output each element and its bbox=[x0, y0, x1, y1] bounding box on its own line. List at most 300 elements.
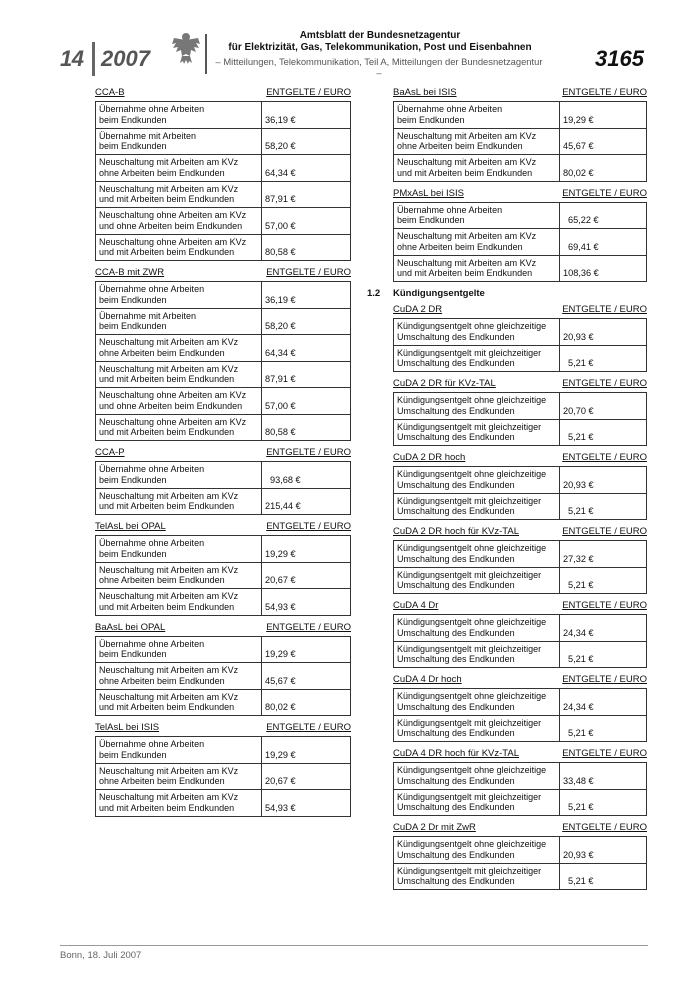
price-value: 27,32 € bbox=[563, 553, 594, 564]
service-description bbox=[96, 489, 262, 515]
fee-table bbox=[393, 836, 647, 890]
description-line: beim Endkunden bbox=[99, 749, 167, 760]
table-row bbox=[96, 488, 350, 515]
description-line: beim Endkunden bbox=[397, 114, 465, 125]
description-line: Kündigungsentgelt ohne gleichzeitige bbox=[397, 395, 547, 405]
section-header bbox=[95, 621, 351, 634]
section-header bbox=[393, 673, 647, 686]
fee-section bbox=[393, 377, 647, 446]
table-row bbox=[394, 863, 646, 890]
fee-table bbox=[95, 736, 351, 817]
description-line: ohne Arbeiten beim Endkunden bbox=[397, 141, 523, 151]
description-line: Neuschaltung mit Arbeiten am KVz bbox=[99, 337, 239, 347]
description-line: und mit Arbeiten beim Endkunden bbox=[397, 268, 533, 278]
description-line: Kündigungsentgelt mit gleichzeitiger bbox=[397, 865, 542, 876]
column-header: ENTGELTE / EURO bbox=[266, 87, 351, 98]
description-line: Kündigungsentgelt mit gleichzeitiger bbox=[397, 791, 542, 802]
description-line: und mit Arbeiten beim Endkunden bbox=[99, 601, 235, 612]
description-line: Kündigungsentgelt mit gleichzeitiger bbox=[397, 495, 542, 506]
price-value: 20,67 € bbox=[265, 776, 296, 786]
service-description bbox=[96, 790, 262, 816]
description-line: ohne Arbeiten beim Endkunden bbox=[99, 575, 225, 585]
description-line: Umschaltung des Endkunden bbox=[397, 358, 515, 368]
price-value: 24,34 € bbox=[563, 701, 594, 712]
price-value: 5,21 € bbox=[568, 358, 594, 368]
table-row bbox=[96, 662, 350, 689]
fee-table bbox=[393, 318, 647, 372]
description-line: Neuschaltung mit Arbeiten am KVz bbox=[99, 792, 239, 802]
table-row bbox=[96, 154, 350, 181]
description-line: beim Endkunden bbox=[99, 294, 167, 305]
fee-table bbox=[95, 101, 351, 261]
table-row bbox=[394, 689, 646, 715]
price-value: 19,29 € bbox=[265, 548, 296, 559]
section-name: CCA-B bbox=[95, 87, 125, 98]
description-line: und mit Arbeiten beim Endkunden bbox=[99, 374, 235, 384]
description-line: Übernahme ohne Arbeiten bbox=[99, 538, 205, 548]
table-row bbox=[96, 308, 350, 335]
price-value: 80,58 € bbox=[265, 427, 296, 437]
description-line: Neuschaltung mit Arbeiten am KVz bbox=[397, 157, 537, 167]
column-header: ENTGELTE / EURO bbox=[266, 722, 351, 733]
section-name: CuDA 4 Dr hoch bbox=[393, 674, 462, 685]
fee-section bbox=[393, 599, 647, 668]
issue-number: 14 bbox=[60, 46, 84, 71]
service-description bbox=[394, 319, 560, 345]
issue-year: 2007 bbox=[101, 46, 150, 71]
service-description bbox=[394, 837, 560, 863]
description-line: und ohne Arbeiten beim Endkunden bbox=[99, 400, 243, 411]
section-header bbox=[393, 187, 647, 200]
table-row bbox=[96, 536, 350, 562]
section-name: BaAsL bei OPAL bbox=[95, 621, 166, 633]
table-row bbox=[394, 541, 646, 567]
description-line: Neuschaltung mit Arbeiten am KVz bbox=[99, 183, 239, 194]
service-description bbox=[394, 203, 560, 229]
table-row bbox=[394, 763, 646, 789]
fee-section bbox=[393, 525, 647, 594]
section-header bbox=[393, 599, 647, 612]
description-line: Übernahme ohne Arbeiten bbox=[99, 638, 205, 649]
fee-section bbox=[393, 187, 647, 283]
section-header bbox=[393, 821, 647, 834]
service-description bbox=[394, 541, 560, 567]
description-line: beim Endkunden bbox=[99, 548, 167, 559]
table-row bbox=[96, 102, 350, 128]
table-row bbox=[394, 128, 646, 155]
description-line: Umschaltung des Endkunden bbox=[397, 802, 515, 812]
price-value: 19,29 € bbox=[265, 749, 296, 760]
table-row bbox=[394, 154, 646, 181]
service-description bbox=[96, 690, 262, 716]
table-row bbox=[96, 414, 350, 441]
description-line: Kündigungsentgelt ohne gleichzeitige bbox=[397, 691, 547, 701]
description-line: Neuschaltung mit Arbeiten am KVz bbox=[99, 665, 239, 675]
price-value: 5,21 € bbox=[568, 876, 594, 886]
description-line: Neuschaltung mit Arbeiten am KVz bbox=[99, 765, 239, 776]
section-header bbox=[95, 721, 351, 734]
service-description bbox=[394, 467, 560, 493]
service-description bbox=[96, 637, 262, 663]
journal-subtitle: – Mitteilungen, Telekommunikation, Teil A, Mitteilungen der Bundesnetzagentur – bbox=[215, 56, 543, 78]
description-line: Übernahme mit Arbeiten bbox=[99, 130, 197, 141]
service-description bbox=[394, 102, 560, 128]
section-header bbox=[95, 266, 351, 279]
description-line: Neuschaltung ohne Arbeiten am KVz bbox=[99, 210, 247, 220]
subsection-title: Kündigungsentgelte bbox=[393, 288, 485, 299]
description-line: Kündigungsentgelt mit gleichzeitiger bbox=[397, 569, 542, 580]
fee-table bbox=[393, 540, 647, 594]
table-row bbox=[96, 387, 350, 414]
description-line: Neuschaltung ohne Arbeiten am KVz bbox=[99, 236, 247, 247]
table-row bbox=[96, 763, 350, 790]
description-line: Umschaltung des Endkunden bbox=[397, 331, 515, 342]
section-name: CuDA 2 DR für KVz-TAL bbox=[393, 378, 496, 389]
issue-divider bbox=[92, 42, 95, 76]
price-value: 5,21 € bbox=[568, 802, 594, 812]
description-line: Neuschaltung mit Arbeiten am KVz bbox=[99, 490, 239, 501]
service-description bbox=[394, 763, 560, 789]
price-value: 80,02 € bbox=[563, 167, 594, 178]
service-description bbox=[96, 102, 262, 128]
service-description bbox=[96, 663, 262, 689]
description-line: Neuschaltung mit Arbeiten am KVz bbox=[397, 231, 537, 241]
description-line: und mit Arbeiten beim Endkunden bbox=[397, 167, 533, 178]
table-row bbox=[96, 637, 350, 663]
journal-title-line2: für Elektrizität, Gas, Telekommunikation, Post und Eisenbahnen bbox=[228, 42, 532, 53]
description-line: Kündigungsentgelt ohne gleichzeitige bbox=[397, 765, 547, 775]
description-line: Umschaltung des Endkunden bbox=[397, 405, 515, 416]
column-header: ENTGELTE / EURO bbox=[562, 187, 647, 199]
header-divider bbox=[205, 34, 207, 74]
fee-table bbox=[393, 614, 647, 668]
description-line: und mit Arbeiten beim Endkunden bbox=[99, 194, 235, 204]
service-description bbox=[394, 494, 560, 520]
service-description bbox=[394, 229, 560, 255]
price-value: 87,91 € bbox=[265, 194, 296, 204]
service-description bbox=[96, 415, 262, 441]
fee-section bbox=[95, 621, 351, 717]
price-value: 20,93 € bbox=[563, 479, 594, 490]
description-line: Umschaltung des Endkunden bbox=[397, 479, 515, 490]
journal-title-line1: Amtsblatt der Bundesnetzagentur bbox=[299, 30, 461, 41]
service-description bbox=[394, 256, 560, 282]
price-value: 108,36 € bbox=[563, 268, 599, 278]
table-row bbox=[394, 319, 646, 345]
section-name: TelAsL bei OPAL bbox=[95, 521, 166, 532]
service-description bbox=[96, 388, 262, 414]
description-line: beim Endkunden bbox=[397, 215, 465, 225]
price-value: 57,00 € bbox=[265, 400, 296, 411]
service-description bbox=[96, 282, 262, 308]
fee-table bbox=[95, 281, 351, 441]
fee-section bbox=[95, 721, 351, 817]
left-column bbox=[95, 86, 351, 822]
section-name: CCA-B mit ZWR bbox=[95, 267, 165, 278]
fee-table bbox=[393, 392, 647, 446]
price-value: 45,67 € bbox=[563, 141, 594, 151]
description-line: Umschaltung des Endkunden bbox=[397, 849, 515, 860]
price-value: 64,34 € bbox=[265, 347, 296, 358]
section-name: CuDA 2 DR hoch für KVz-TAL bbox=[393, 526, 520, 537]
price-value: 20,67 € bbox=[265, 575, 296, 585]
section-name: CuDA 2 Dr mit ZwR bbox=[393, 822, 476, 833]
description-line: Kündigungsentgelt ohne gleichzeitige bbox=[397, 321, 547, 331]
description-line: Neuschaltung ohne Arbeiten am KVz bbox=[99, 416, 247, 427]
description-line: ohne Arbeiten beim Endkunden bbox=[99, 167, 225, 178]
price-value: 93,68 € bbox=[270, 474, 301, 485]
service-description bbox=[96, 235, 262, 261]
description-line: und mit Arbeiten beim Endkunden bbox=[99, 427, 235, 437]
table-row bbox=[96, 588, 350, 615]
column-header: ENTGELTE / EURO bbox=[562, 600, 647, 611]
description-line: Übernahme ohne Arbeiten bbox=[99, 284, 205, 294]
fee-section bbox=[95, 446, 351, 515]
description-line: beim Endkunden bbox=[99, 474, 167, 485]
description-line: beim Endkunden bbox=[99, 114, 167, 125]
table-row bbox=[96, 128, 350, 155]
column-header: ENTGELTE / EURO bbox=[562, 674, 647, 685]
description-line: Umschaltung des Endkunden bbox=[397, 432, 515, 442]
fee-section bbox=[95, 86, 351, 261]
section-name: BaAsL bei ISIS bbox=[393, 87, 457, 98]
section-name: CuDA 2 DR hoch bbox=[393, 452, 466, 463]
price-value: 80,02 € bbox=[265, 702, 296, 712]
fee-section bbox=[393, 747, 647, 816]
price-value: 57,00 € bbox=[265, 220, 296, 231]
service-description bbox=[96, 208, 262, 234]
section-header bbox=[393, 451, 647, 464]
service-description bbox=[394, 568, 560, 594]
price-value: 87,91 € bbox=[265, 374, 296, 384]
service-description bbox=[394, 716, 560, 742]
description-line: Übernahme ohne Arbeiten bbox=[99, 104, 205, 114]
description-line: Kündigungsentgelt mit gleichzeitiger bbox=[397, 421, 542, 432]
description-line: beim Endkunden bbox=[99, 649, 167, 659]
column-header: ENTGELTE / EURO bbox=[266, 267, 351, 278]
table-row bbox=[394, 228, 646, 255]
description-line: und ohne Arbeiten beim Endkunden bbox=[99, 220, 243, 231]
table-row bbox=[394, 467, 646, 493]
price-value: 54,93 € bbox=[265, 601, 296, 612]
column-header: ENTGELTE / EURO bbox=[562, 452, 647, 463]
price-value: 58,20 € bbox=[265, 321, 296, 331]
price-value: 65,22 € bbox=[568, 215, 599, 225]
description-line: Umschaltung des Endkunden bbox=[397, 654, 515, 664]
description-line: Umschaltung des Endkunden bbox=[397, 775, 515, 786]
fee-table bbox=[95, 461, 351, 515]
page-number: 3165 bbox=[595, 46, 644, 71]
section-name: PMxAsL bei ISIS bbox=[393, 187, 464, 199]
federal-eagle-icon bbox=[170, 30, 202, 66]
section-header bbox=[393, 377, 647, 390]
description-line: Übernahme ohne Arbeiten bbox=[397, 104, 503, 114]
service-description bbox=[394, 790, 560, 816]
table-row bbox=[394, 102, 646, 128]
description-line: Neuschaltung mit Arbeiten am KVz bbox=[99, 564, 239, 575]
column-header: ENTGELTE / EURO bbox=[562, 304, 647, 315]
table-row bbox=[96, 789, 350, 816]
fee-section bbox=[393, 86, 647, 182]
section-name: CuDA 2 DR bbox=[393, 304, 443, 315]
fee-section bbox=[393, 821, 647, 890]
service-description bbox=[96, 589, 262, 615]
column-header: ENTGELTE / EURO bbox=[562, 378, 647, 389]
description-line: Kündigungsentgelt mit gleichzeitiger bbox=[397, 347, 542, 358]
price-value: 54,93 € bbox=[265, 802, 296, 813]
table-row bbox=[96, 234, 350, 261]
price-value: 5,21 € bbox=[568, 728, 594, 738]
price-value: 36,19 € bbox=[265, 294, 296, 305]
service-description bbox=[394, 129, 560, 155]
price-value: 58,20 € bbox=[265, 141, 296, 151]
service-description bbox=[96, 764, 262, 790]
table-row bbox=[394, 567, 646, 594]
price-value: 19,29 € bbox=[265, 649, 296, 659]
table-row bbox=[394, 615, 646, 641]
table-row bbox=[96, 689, 350, 716]
price-value: 24,34 € bbox=[563, 627, 594, 638]
footer-divider bbox=[60, 945, 648, 946]
description-line: Neuschaltung mit Arbeiten am KVz bbox=[99, 157, 239, 167]
table-row bbox=[96, 181, 350, 208]
fee-section bbox=[393, 303, 647, 372]
fee-table bbox=[95, 636, 351, 717]
table-row bbox=[394, 789, 646, 816]
section-header bbox=[393, 303, 647, 316]
column-header: ENTGELTE / EURO bbox=[562, 526, 647, 537]
table-row bbox=[394, 641, 646, 668]
description-line: ohne Arbeiten beim Endkunden bbox=[99, 675, 225, 686]
service-description bbox=[394, 615, 560, 641]
price-value: 45,67 € bbox=[265, 675, 296, 686]
table-row bbox=[394, 393, 646, 419]
section-name: CCA-P bbox=[95, 447, 125, 458]
column-header: ENTGELTE / EURO bbox=[562, 748, 647, 759]
description-line: Neuschaltung ohne Arbeiten am KVz bbox=[99, 390, 247, 400]
price-value: 5,21 € bbox=[568, 580, 594, 590]
section-header bbox=[393, 525, 647, 538]
fee-table bbox=[393, 466, 647, 520]
price-value: 33,48 € bbox=[563, 775, 594, 786]
description-line: Umschaltung des Endkunden bbox=[397, 876, 515, 886]
description-line: Kündigungsentgelt ohne gleichzeitige bbox=[397, 469, 547, 479]
service-description bbox=[394, 420, 560, 446]
price-value: 20,70 € bbox=[563, 405, 594, 416]
table-row bbox=[96, 562, 350, 589]
description-line: Umschaltung des Endkunden bbox=[397, 728, 515, 738]
description-line: Übernahme mit Arbeiten bbox=[99, 310, 197, 321]
description-line: Kündigungsentgelt ohne gleichzeitige bbox=[397, 617, 547, 627]
description-line: Neuschaltung mit Arbeiten am KVz bbox=[397, 130, 537, 141]
service-description bbox=[96, 362, 262, 388]
service-description bbox=[96, 335, 262, 361]
table-row bbox=[394, 419, 646, 446]
price-value: 69,41 € bbox=[568, 241, 599, 252]
section-name: TelAsL bei ISIS bbox=[95, 722, 160, 733]
price-value: 80,58 € bbox=[265, 247, 296, 257]
description-line: Neuschaltung mit Arbeiten am KVz bbox=[99, 591, 239, 601]
price-value: 64,34 € bbox=[265, 167, 296, 178]
description-line: ohne Arbeiten beim Endkunden bbox=[397, 241, 523, 252]
service-description bbox=[96, 563, 262, 589]
column-header: ENTGELTE / EURO bbox=[562, 87, 647, 98]
description-line: Kündigungsentgelt ohne gleichzeitige bbox=[397, 839, 547, 849]
fee-table bbox=[393, 202, 647, 283]
description-line: und mit Arbeiten beim Endkunden bbox=[99, 247, 235, 257]
description-line: Übernahme ohne Arbeiten bbox=[99, 464, 205, 474]
table-row bbox=[394, 345, 646, 372]
fee-section bbox=[95, 266, 351, 441]
table-row bbox=[394, 837, 646, 863]
table-row bbox=[394, 493, 646, 520]
table-row bbox=[96, 207, 350, 234]
service-description bbox=[394, 864, 560, 890]
table-row bbox=[394, 715, 646, 742]
description-line: Neuschaltung mit Arbeiten am KVz bbox=[99, 363, 239, 374]
table-row bbox=[96, 361, 350, 388]
section-header bbox=[95, 86, 351, 99]
price-value: 20,93 € bbox=[563, 331, 594, 342]
table-row bbox=[96, 737, 350, 763]
section-name: CuDA 4 DR hoch für KVz-TAL bbox=[393, 748, 520, 759]
description-line: Umschaltung des Endkunden bbox=[397, 701, 515, 712]
price-value: 5,21 € bbox=[568, 506, 594, 516]
subsection-heading bbox=[367, 287, 647, 301]
description-line: ohne Arbeiten beim Endkunden bbox=[99, 347, 225, 358]
right-column bbox=[367, 86, 647, 895]
service-description bbox=[394, 346, 560, 372]
section-header bbox=[393, 747, 647, 760]
table-row bbox=[394, 255, 646, 282]
price-value: 19,29 € bbox=[563, 114, 594, 125]
table-row bbox=[394, 203, 646, 229]
fee-table bbox=[393, 101, 647, 182]
description-line: ohne Arbeiten beim Endkunden bbox=[99, 776, 225, 786]
table-row bbox=[96, 334, 350, 361]
service-description bbox=[96, 737, 262, 763]
price-value: 215,44 € bbox=[265, 501, 301, 511]
service-description bbox=[96, 536, 262, 562]
service-description bbox=[96, 462, 262, 488]
footer-date: Bonn, 18. Juli 2007 bbox=[60, 950, 142, 961]
fee-table bbox=[393, 762, 647, 816]
description-line: Umschaltung des Endkunden bbox=[397, 627, 515, 638]
description-line: beim Endkunden bbox=[99, 321, 167, 331]
description-line: Umschaltung des Endkunden bbox=[397, 553, 515, 564]
section-header bbox=[95, 520, 351, 533]
fee-section bbox=[393, 451, 647, 520]
subsection-number: 1.2 bbox=[367, 288, 381, 299]
table-row bbox=[96, 282, 350, 308]
description-line: Kündigungsentgelt mit gleichzeitiger bbox=[397, 643, 542, 654]
fee-section bbox=[95, 520, 351, 616]
column-header: ENTGELTE / EURO bbox=[266, 447, 351, 458]
description-line: und mit Arbeiten beim Endkunden bbox=[99, 501, 235, 511]
description-line: Neuschaltung mit Arbeiten am KVz bbox=[397, 257, 537, 268]
section-name: CuDA 4 Dr bbox=[393, 600, 439, 611]
service-description bbox=[96, 129, 262, 155]
fee-table bbox=[393, 688, 647, 742]
description-line: Übernahme ohne Arbeiten bbox=[397, 204, 503, 215]
service-description bbox=[96, 155, 262, 181]
service-description bbox=[96, 182, 262, 208]
service-description bbox=[394, 155, 560, 181]
price-value: 5,21 € bbox=[568, 432, 594, 442]
service-description bbox=[96, 309, 262, 335]
service-description bbox=[394, 393, 560, 419]
description-line: beim Endkunden bbox=[99, 141, 167, 151]
